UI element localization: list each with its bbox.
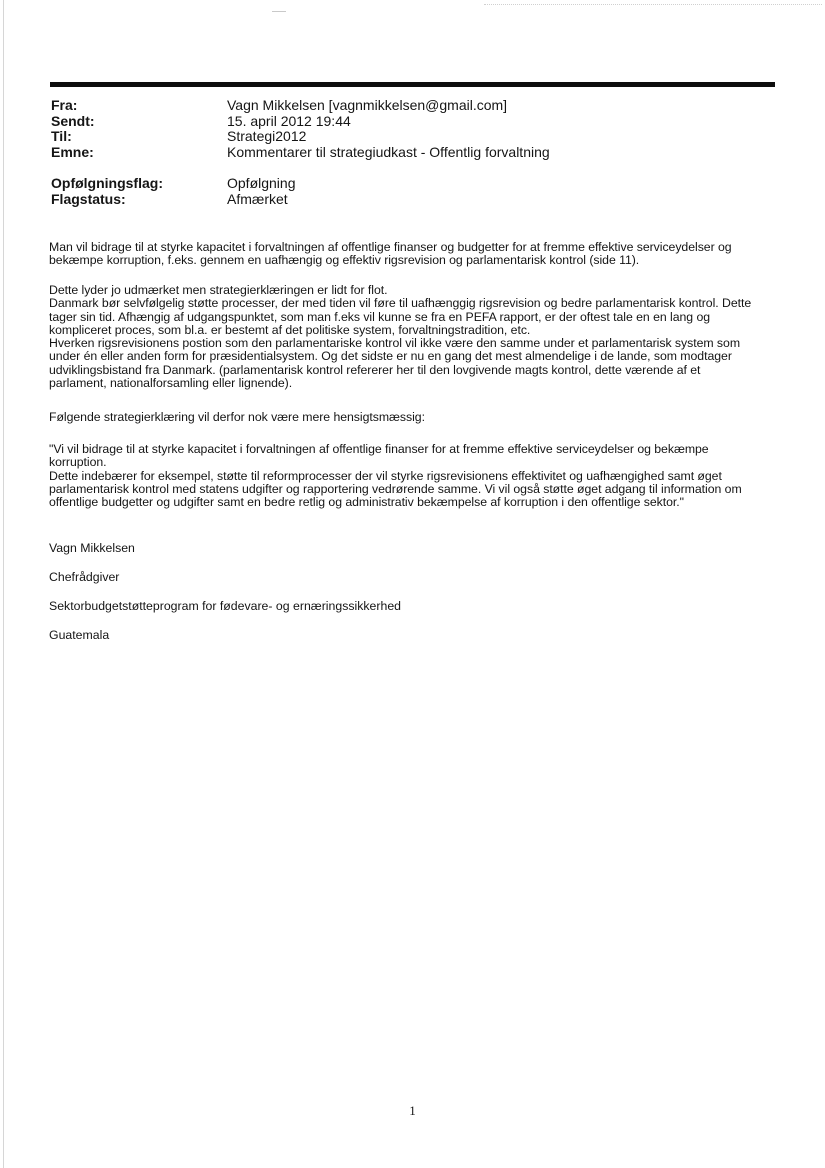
body-line: udviklingsbistand fra Danmark. (parlamentarisk kontrol refererer her til den lovgivende magts kontrol, dette værende af et [49, 362, 701, 377]
signature-program: Sektorbudgetstøtteprogram for fødevare- og ernæringssikkerhed [49, 599, 401, 613]
flag-row-status [51, 192, 771, 208]
body-paragraph-4 [49, 443, 777, 509]
body-line: Dette indebærer for eksempel, støtte til reformprocesser der vil styrke rigsrevisionens effektivitet og uafhængighed samt øget [49, 468, 722, 483]
body-line: Dette lyder jo udmærket men strategierklæringen er lidt for flot. [49, 283, 388, 297]
body-line: parlamentarisk kontrol med statens udgifter og rapportering vedrørende samme. Vi vil også støtte øget adgang til information om [49, 481, 742, 496]
header-rule [50, 82, 775, 87]
followup-flag-label: Opfølgningsflag: [51, 175, 163, 191]
body-line: korruption. [49, 455, 107, 470]
flag-status-label: Flagstatus: [51, 190, 126, 207]
body-line: kompliceret proces, som bl.a. er bestemt af det politiske system, forvaltningstradition, etc. [49, 322, 531, 337]
body-line: offentlige budgetter og udgifter samt en bedre retlig og administrativ bekæmpelse af korruption i den offentlige sektor." [49, 495, 684, 510]
signature-location: Guatemala [49, 628, 110, 642]
to-label: Til: [51, 128, 72, 144]
flag-status-value: Afmærket [227, 190, 288, 207]
scan-artifact-dots [484, 4, 822, 5]
header-row-to [51, 129, 771, 145]
to-value: Strategi2012 [227, 128, 307, 144]
from-label: Fra: [51, 97, 78, 113]
body-line: Hverken rigsrevisionens postion som den parlamentariske kontrol vil ikke være den samme under et parlamentarisk system som [49, 336, 741, 351]
body-line: Danmark bør selvfølgelig støtte processer, der med tiden vil føre til uafhænggig rigsrevision og bedre parlamentarisk kontrol. Dette [49, 296, 752, 311]
email-flag-block [51, 176, 771, 207]
subject-label: Emne: [51, 143, 94, 160]
body-line: under én eller anden form for præsidentialsystem. Og det sidste er nu en gang det mest almendelige i de lande, som modtager [49, 349, 732, 364]
flag-row-followup [51, 176, 771, 192]
header-row-from [51, 98, 771, 114]
body-paragraph-3 [49, 411, 777, 424]
sent-value: 15. april 2012 19:44 [227, 112, 351, 129]
body-line: "Vi vil bidrage til at styrke kapacitet i forvaltningen af offentlige finanser for at fremme effektive serviceydelser og bekæmpe [49, 442, 709, 456]
body-paragraph-2 [49, 284, 777, 390]
header-row-subject [51, 145, 771, 161]
body-paragraph-1 [49, 241, 777, 268]
body-line: bekæmpe korruption, f.eks. gennem en uafhængig og effektiv rigsrevision og parlamentarisk kontrol (side 11). [49, 253, 640, 268]
scan-edge-line [3, 0, 4, 1168]
from-value: Vagn Mikkelsen [vagnmikkelsen@gmail.com] [227, 97, 508, 113]
email-header-block [51, 98, 771, 160]
subject-value: Kommentarer til strategiudkast - Offentlig forvaltning [227, 143, 550, 160]
sent-label: Sendt: [51, 112, 95, 129]
signature-name: Vagn Mikkelsen [49, 541, 135, 555]
body-line: Man vil bidrage til at styrke kapacitet i forvaltningen af offentlige finanser og budgetter for at fremme effektive serviceydelser og [49, 240, 732, 254]
scan-artifact-mark [272, 11, 286, 12]
body-line: Følgende strategierklæring vil derfor nok være mere hensigtsmæssig: [49, 410, 425, 424]
page-number: 1 [409, 1103, 416, 1118]
signature-title: Chefrådgiver [49, 570, 120, 584]
header-row-sent [51, 114, 771, 130]
followup-flag-value: Opfølgning [227, 175, 296, 191]
body-line: parlament, nationalforsamling eller lignende). [49, 376, 293, 391]
body-line: tager sin tid. Afhængig af udgangspunktet, som man f.eks vil kunne se fra en PEFA rapport, er der oftest tale en en lang og [49, 309, 711, 324]
